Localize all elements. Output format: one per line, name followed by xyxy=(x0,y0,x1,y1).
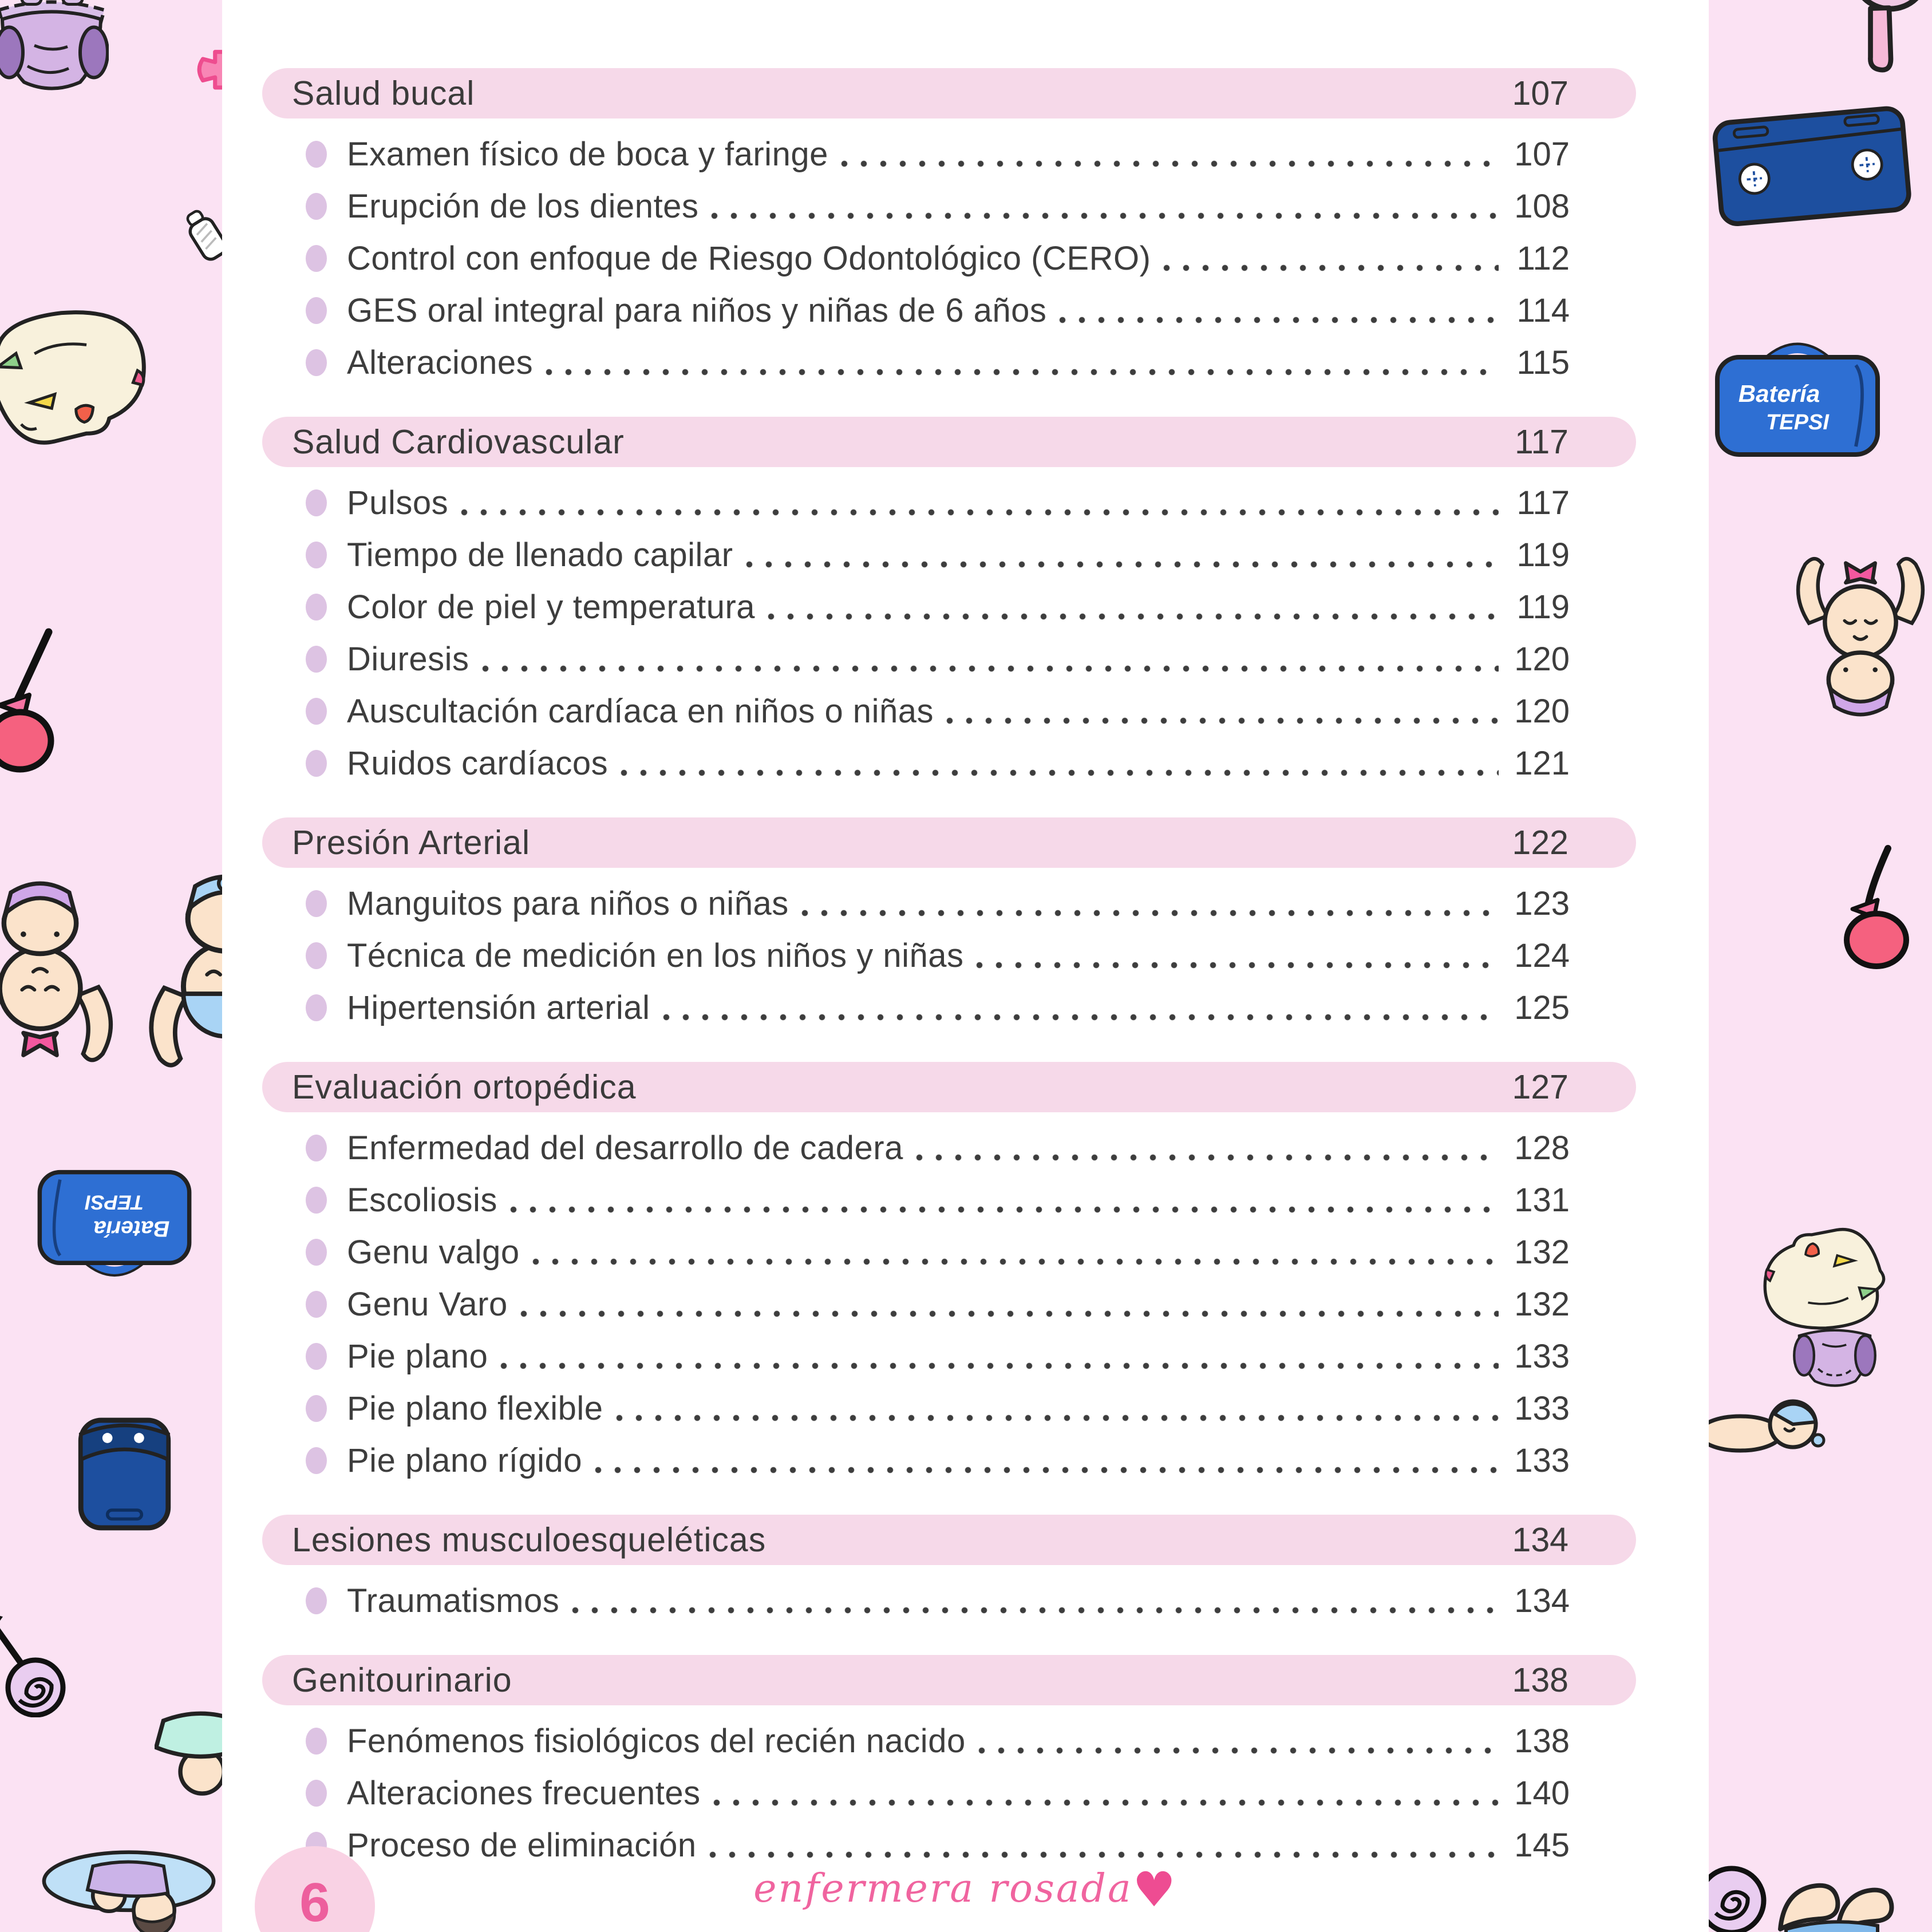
dot-leader xyxy=(916,1154,1499,1161)
dot-leader xyxy=(978,1747,1499,1755)
toc-item: Pie plano 133 xyxy=(306,1330,1570,1382)
backpack-icon xyxy=(66,1414,183,1534)
toc-section-items xyxy=(222,868,1709,1034)
toc-section-header xyxy=(262,817,1636,868)
section-page: 127 xyxy=(1512,1068,1568,1106)
bullet-icon xyxy=(306,489,327,516)
section-title: Presión Arterial xyxy=(292,824,531,862)
bullet-icon xyxy=(306,1135,327,1161)
toc-item: Genu valgo 132 xyxy=(306,1226,1570,1278)
section-title: Lesiones musculoesqueléticas xyxy=(292,1521,767,1559)
toc-item: Control con enfoque de Riesgo Odontológico (CERO) 112 xyxy=(306,232,1570,285)
toc-section xyxy=(222,1515,1709,1627)
toc-section-header xyxy=(262,1515,1636,1565)
toc-item: Alteraciones frecuentes 140 xyxy=(306,1767,1570,1819)
toolbox-case-icon xyxy=(1709,95,1914,235)
dot-leader xyxy=(746,561,1499,568)
bullet-icon xyxy=(306,1291,327,1318)
bullet-icon xyxy=(306,245,327,272)
toc-section-header xyxy=(262,68,1636,118)
toc-section xyxy=(222,1655,1709,1871)
skull-icon xyxy=(0,289,163,478)
toc-item: Ruidos cardíacos 121 xyxy=(306,737,1570,789)
section-title: Genitourinario xyxy=(292,1661,512,1699)
toc-section xyxy=(222,1062,1709,1487)
baby-bow-icon xyxy=(0,876,126,1070)
dot-leader xyxy=(709,1851,1499,1859)
bullet-icon xyxy=(306,1447,327,1474)
baby-bow-icon xyxy=(1780,550,1932,721)
bag-label-2: TEPSI xyxy=(85,1191,144,1214)
bullet-icon xyxy=(306,542,327,568)
dot-leader xyxy=(621,769,1499,777)
tepsi-bag-icon-left xyxy=(34,1156,195,1294)
swirl-lollipop-icon xyxy=(0,1609,77,1717)
bullet-icon xyxy=(306,297,327,324)
dot-leader xyxy=(520,1310,1499,1318)
section-title: Evaluación ortopédica xyxy=(292,1068,637,1106)
bullet-icon xyxy=(306,750,327,777)
bag-label-2: TEPSI xyxy=(1766,410,1829,434)
toc-section xyxy=(222,817,1709,1034)
toc-section-items xyxy=(222,467,1709,789)
tepsi-bag-icon-right xyxy=(1712,332,1883,464)
toc-item: Pie plano flexible 133 xyxy=(306,1382,1570,1435)
bullet-icon xyxy=(306,193,327,220)
toc-item: Técnica de medición en los niños y niñas 124 xyxy=(306,930,1570,982)
dot-leader xyxy=(461,509,1499,516)
toc-section xyxy=(222,417,1709,789)
diaper-icon xyxy=(0,0,109,97)
sleeping-baby-icon xyxy=(1694,1391,1832,1454)
rattle-icon xyxy=(0,624,77,779)
toc-section-items xyxy=(222,118,1709,389)
bullet-icon xyxy=(306,1343,327,1370)
toc-item: GES oral integral para niños y niñas de 6 años 114 xyxy=(306,285,1570,337)
section-page: 107 xyxy=(1512,74,1568,112)
section-page: 138 xyxy=(1512,1661,1568,1699)
toc-item: Genu Varo 132 xyxy=(306,1278,1570,1330)
toc-item: Alteraciones 115 xyxy=(306,337,1570,389)
dot-leader xyxy=(500,1362,1499,1370)
toc-item: Enfermedad del desarrollo de cadera 128 xyxy=(306,1122,1570,1174)
diaper-icon xyxy=(1769,1317,1901,1391)
toc-item: Fenómenos fisiológicos del recién nacido 138 xyxy=(306,1715,1570,1767)
page-number: 6 xyxy=(299,1872,330,1932)
toc-item: Color de piel y temperatura 119 xyxy=(306,581,1570,633)
section-page: 117 xyxy=(1514,423,1568,461)
signature xyxy=(753,1862,1178,1918)
bullet-icon xyxy=(306,349,327,376)
dot-leader xyxy=(713,1799,1499,1807)
dot-leader xyxy=(801,910,1499,917)
bag-label-1: Batería xyxy=(1738,380,1820,407)
dot-leader xyxy=(482,665,1499,673)
dot-leader xyxy=(711,212,1499,220)
toc-item: Proceso de eliminación 145 xyxy=(306,1819,1570,1871)
nursing-mother-icon xyxy=(34,1849,223,1932)
dot-leader xyxy=(546,369,1499,376)
lollipop-icon xyxy=(1790,0,1932,94)
dot-leader xyxy=(976,962,1499,969)
section-title: Salud Cardiovascular xyxy=(292,423,625,461)
toc-item: Traumatismos 134 xyxy=(306,1575,1570,1627)
bullet-icon xyxy=(306,1587,327,1614)
bullet-icon xyxy=(306,141,327,168)
toc-section-header xyxy=(262,1655,1636,1705)
bullet-icon xyxy=(306,1395,327,1422)
cherry-rattle-icon xyxy=(1832,841,1918,973)
dot-leader xyxy=(768,613,1499,621)
section-page: 134 xyxy=(1512,1521,1568,1559)
bullet-icon xyxy=(306,1728,327,1755)
toc-section-items xyxy=(222,1112,1709,1487)
bullet-icon xyxy=(306,1780,327,1807)
toc-section-header xyxy=(262,417,1636,467)
toc-page xyxy=(222,0,1709,1932)
dot-leader xyxy=(572,1607,1499,1614)
toc-section-items xyxy=(222,1705,1709,1871)
dot-leader xyxy=(1059,317,1499,324)
heart-icon: ♥ xyxy=(1132,1862,1178,1918)
toc-section-header xyxy=(262,1062,1636,1112)
dot-leader xyxy=(946,717,1499,725)
toc-item: Tiempo de llenado capilar 119 xyxy=(306,529,1570,581)
toc-item: Erupción de los dientes 108 xyxy=(306,180,1570,232)
dot-leader xyxy=(595,1467,1499,1474)
toc-item: Examen físico de boca y faringe 107 xyxy=(306,128,1570,180)
toc-section-items xyxy=(222,1565,1709,1627)
toc-item: Diuresis 120 xyxy=(306,633,1570,685)
toc-item: Pulsos 117 xyxy=(306,477,1570,529)
bullet-icon xyxy=(306,890,327,917)
dot-leader xyxy=(1163,264,1499,272)
dot-leader xyxy=(841,160,1499,168)
bullet-icon xyxy=(306,594,327,621)
dot-leader xyxy=(510,1206,1499,1214)
bullet-icon xyxy=(306,1239,327,1266)
toc-item: Escoliosis 131 xyxy=(306,1174,1570,1226)
dot-leader xyxy=(616,1415,1499,1422)
signature-text: enfermera rosada xyxy=(753,1866,1133,1911)
bullet-icon xyxy=(306,646,327,673)
bullet-icon xyxy=(306,994,327,1021)
bag-label-1: Batería xyxy=(93,1216,170,1241)
toc-item: Hipertensión arterial 125 xyxy=(306,982,1570,1034)
bullet-icon xyxy=(306,1187,327,1214)
section-title: Salud bucal xyxy=(292,74,475,112)
toc-item: Manguitos para niños o niñas 123 xyxy=(306,878,1570,930)
section-page: 122 xyxy=(1512,824,1568,862)
table-of-contents xyxy=(222,0,1709,1871)
baby-legs-icon xyxy=(1763,1843,1901,1932)
bullet-icon xyxy=(306,698,327,725)
dot-leader xyxy=(663,1014,1499,1021)
bullet-icon xyxy=(306,942,327,969)
dot-leader xyxy=(532,1258,1499,1266)
toc-item: Pie plano rígido 133 xyxy=(306,1435,1570,1487)
toc-item: Auscultación cardíaca en niños o niñas 120 xyxy=(306,685,1570,737)
toc-section xyxy=(222,68,1709,389)
